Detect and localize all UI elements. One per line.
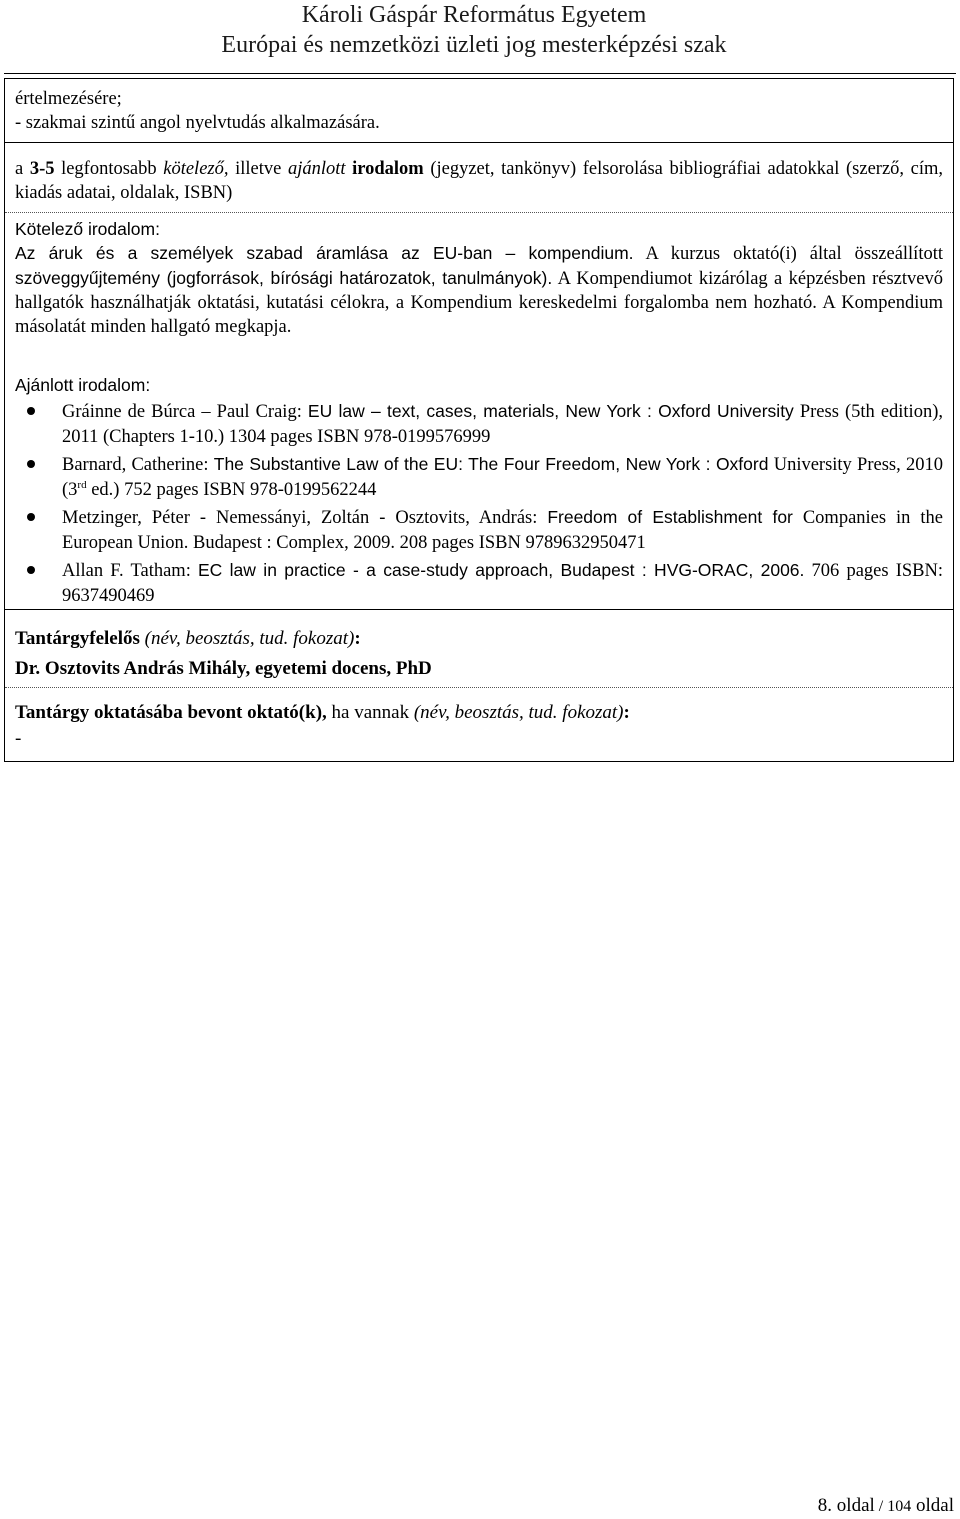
list-item: Allan F. Tatham: EC law in practice - a case-study approach, Budapest : HVG-ORAC, 2006. 706 pages ISBN: 9637490469: [15, 558, 943, 609]
dotted-divider: [5, 687, 953, 688]
header-rule: [4, 73, 956, 74]
header-university: Károli Gáspár Református Egyetem: [301, 2, 647, 28]
instructors-label: Tantárgy oktatásába bevont oktató(k), ha vannak (név, beosztás, tud. fokozat):: [15, 702, 630, 723]
literature-intro: a 3-5 legfontosabb kötelező, illetve ajánlott irodalom (jegyzet, tankönyv) felsorolása bibliográfiai adatokkal (szerző, cím, kiadás adatai, oldalak, ISBN): [15, 159, 944, 203]
page-total: 104: [887, 1498, 912, 1515]
recommended-list: [15, 399, 943, 611]
mandatory-heading: Kötelező irodalom:: [15, 219, 160, 239]
bullet-icon: [27, 407, 35, 415]
top-line-1: értelmezésére;: [15, 89, 122, 109]
section-divider: [5, 609, 953, 610]
mandatory-body: Az áruk és a személyek szabad áramlása az EU-ban – kompendium. A kurzus oktató(i) által összeállított szöveggyűjtemény (jogforrások, bírósági határozatok, tanulmányok). A Kompendiumot kizárólag a képzésben résztvevő hallgatók használhatják oktatási, kutatási célokra, a Kompendium kereskedelmi forgalomba nem hozható. A Kompendium másolatát minden hallgató megkapja.: [15, 243, 943, 337]
top-text: [15, 87, 943, 135]
document-header: [174, 0, 774, 60]
top-line-2: - szakmai szintű angol nyelvtudás alkalmazására.: [15, 113, 380, 133]
recommended-heading: Ajánlott irodalom:: [15, 375, 151, 395]
list-item: Metzinger, Péter - Nemessányi, Zoltán - Osztovits, András: Freedom of Establishment for Companies in the European Union. Budapest : Complex, 2009. 208 pages ISBN 9789632950471: [15, 505, 943, 556]
list-item: Barnard, Catherine: The Substantive Law of the EU: The Four Freedom, New York : Oxford University Press, 2010 (3rd ed.) 752 pages ISBN 978-0199562244: [15, 452, 943, 503]
header-program: Európai és nemzetközi üzleti jog mesterképzési szak: [221, 32, 727, 58]
list-item: Gráinne de Búrca – Paul Craig: EU law – text, cases, materials, New York : Oxford University Press (5th edition), 2011 (Chapters 1-10.) 1304 pages ISBN 978-0199576999: [15, 399, 943, 450]
instructors-value: -: [15, 728, 22, 749]
bullet-icon: [27, 566, 35, 574]
bullet-icon: [27, 513, 35, 521]
page-number: 8. oldal: [817, 1495, 875, 1516]
content-table: [4, 78, 954, 762]
mandatory-literature: [15, 217, 943, 339]
dotted-divider: [5, 212, 953, 213]
bullet-icon: [27, 460, 35, 468]
section-divider: [5, 142, 953, 143]
responsible-label: Tantárgyfelelős (név, beosztás, tud. fokozat):: [15, 628, 361, 649]
responsible-name: Dr. Osztovits András Mihály, egyetemi docens, PhD: [15, 658, 432, 679]
page-footer: 8. oldal / 104 oldal: [817, 1495, 954, 1516]
